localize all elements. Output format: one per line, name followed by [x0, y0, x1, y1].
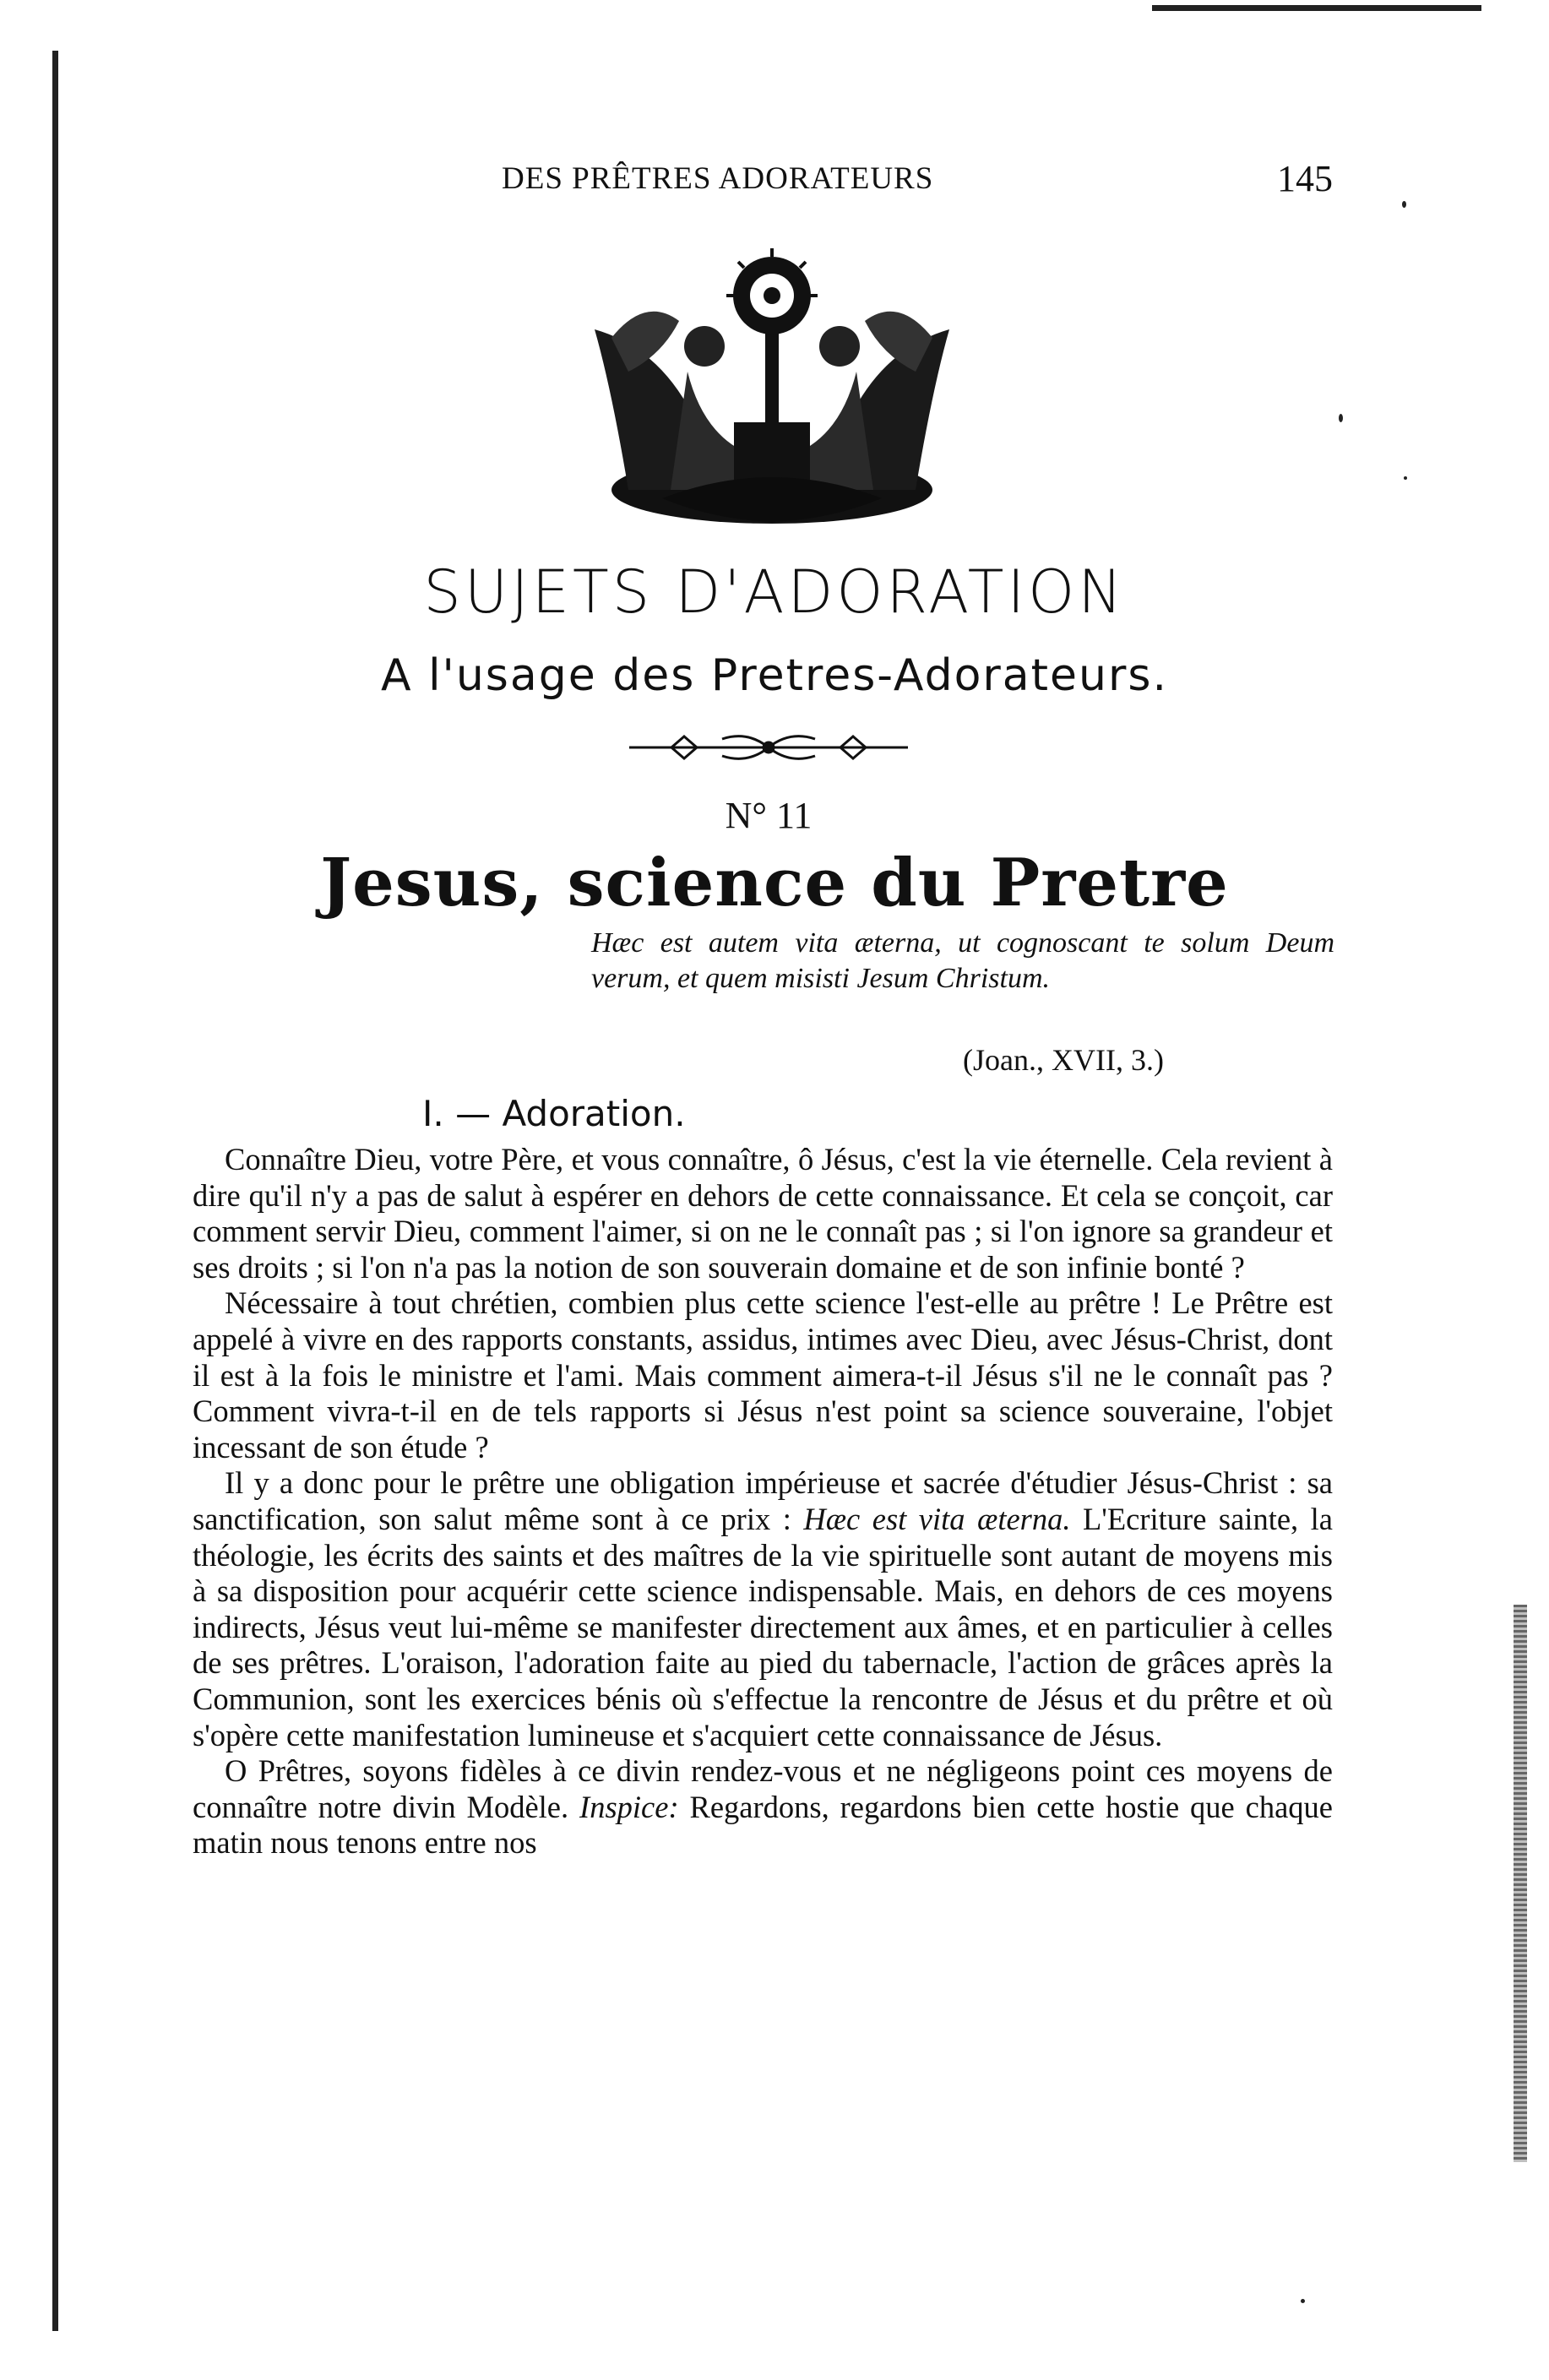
- print-speck: [1404, 476, 1407, 480]
- page-number: 145: [1277, 158, 1333, 199]
- page-title: SUJETS D'ADORATION: [423, 557, 1126, 627]
- subject-heading: Jesus, science du Pretre: [320, 845, 1229, 921]
- paragraph-text: Il y a donc pour le prêtre une obligation impérieuse et sacrée d'étudier Jésus-Christ : sa sanctification, son salut même sont à ce prix :: [193, 1465, 1333, 1536]
- latin-word: Inspice:: [579, 1789, 679, 1824]
- page-subtitle: A l'usage des Pretres-Adorateurs.: [381, 650, 1168, 701]
- latin-quote: Hæc est vita æterna.: [803, 1501, 1071, 1536]
- top-edge-mark: [1152, 5, 1481, 11]
- paragraph-text: L'Ecriture sainte, la théologie, les écrits des saints et des maîtres de la vie spirituelle sont autant de moyens mis à sa disposition pour acquérir cette science indispensable. Mais, en dehors de ces moyens indirects, Jésus veut lui-même se manifester directement aux âmes, et en particulier à celles de ses prêtres. L'oraison, l'adoration faite au pied du tabernacle, l'action de grâces après la Communion, sont les exercices bénis où s'effectue la rencontre de Jésus et du prêtre et où s'opère cette manifestation lumineuse et s'acquiert cette connaissance de Jésus.: [193, 1501, 1333, 1752]
- angels-monstrance-vignette: [578, 245, 966, 524]
- print-speck: [1301, 2299, 1305, 2303]
- subject-number: N° 11: [725, 795, 813, 836]
- paragraph: Nécessaire à tout chrétien, combien plus cette science l'est-elle au prêtre ! Le Prêtre est appelé à vivre en des rapports constants, assidus, intimes avec Dieu, avec Jésus-Christ, dont il est à la fois le ministre et l'ami. Mais comment aimera-t-il Jésus s'il ne le connaît pas ? Comment vivra-t-il en de tels rapports si Jésus n'est point sa science souveraine, l'objet incessant de son étude ?: [193, 1285, 1333, 1464]
- print-speck: [1339, 414, 1343, 422]
- page-edge-shadow: [52, 51, 58, 2331]
- paragraph-text: O Prêtres, soyons fidèles à ce divin rendez-vous et ne négligeons point ces moyens de connaître notre divin Modèle.: [193, 1753, 1333, 1824]
- epigraph-quote: Hæc est autem vita æterna, ut cognoscant te solum Deum verum, et quem misisti Jesum Christum.: [591, 927, 1334, 994]
- body-text: [193, 1142, 1333, 1861]
- right-edge-scan-artifact: [1514, 1605, 1527, 2162]
- paragraph: [193, 1465, 1333, 1753]
- section-heading: I. — Adoration.: [422, 1093, 686, 1134]
- epigraph-reference: (Joan., XVII, 3.): [963, 1043, 1164, 1077]
- paragraph-text: Regardons, regardons bien cette hostie que chaque matin nous tenons entre nos: [193, 1789, 1334, 1861]
- ornamental-rule: [621, 726, 916, 769]
- paragraph: Connaître Dieu, votre Père, et vous connaître, ô Jésus, c'est la vie éternelle. Cela revient à dire qu'il n'y a pas de salut à espérer en dehors de cette connaissance. Et cela se conçoit, car comment servir Dieu, comment l'aimer, si on ne le connaît pas ; si l'on ignore sa grandeur et ses droits ; si l'on n'a pas la notion de son souverain domaine et de son infinie bonté ?: [193, 1142, 1333, 1285]
- paragraph: [193, 1753, 1333, 1861]
- running-head: DES PRÊTRES ADORATEURS: [502, 161, 934, 196]
- print-speck: [1402, 201, 1406, 208]
